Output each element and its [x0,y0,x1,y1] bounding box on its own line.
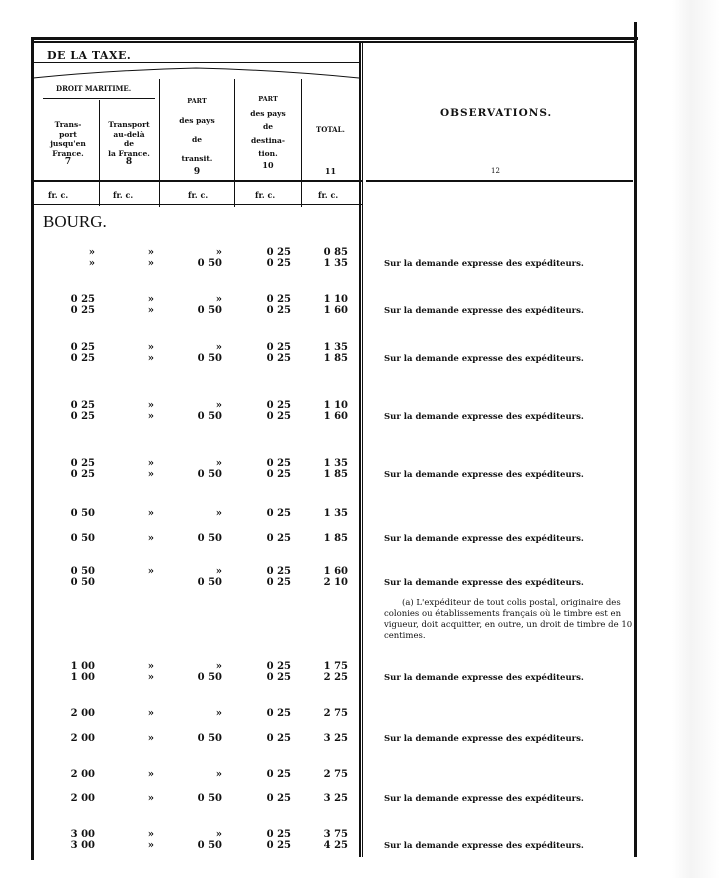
cell-c11: 2 10 [323,577,348,588]
cell-c7: 0 25 [70,458,95,469]
cell-c9: 0 50 [197,258,222,269]
cell-c9: » [215,708,222,719]
cell-c10: 0 25 [266,294,291,305]
cell-c7: 0 25 [70,353,95,364]
cell-c11: 1 60 [323,305,348,316]
cell-c10: 0 25 [266,829,291,840]
cell-c10: 0 25 [266,672,291,683]
taxe-title: DE LA TAXE. [47,49,132,62]
cell-c11: 1 10 [323,400,348,411]
footnote: (a) L'expéditeur de tout colis postal, originaire des colonies ou établissements français où le timbre est en vigueur, doit acquitter, en outre, un droit de timbre de 10 centimes. [384,598,633,641]
cell-c7: 3 00 [70,840,95,851]
cell-c9: 0 50 [197,793,222,804]
cell-c11: 1 35 [323,458,348,469]
observation-text: Sur la demande expresse des expéditeurs. [384,841,584,851]
unit-col7: fr. c. [48,190,69,200]
cell-c8: » [147,294,154,305]
cell-c7: 1 00 [70,672,95,683]
cell-c11: 1 75 [323,661,348,672]
cell-c8: » [147,400,154,411]
cell-c7: 0 25 [70,294,95,305]
cell-c10: 0 25 [266,411,291,422]
observation-text: Sur la demande expresse des expéditeurs. [384,306,584,316]
cell-c9: 0 50 [197,840,222,851]
cell-c10: 0 25 [266,793,291,804]
cell-c11: 1 85 [323,353,348,364]
cell-c8: » [147,458,154,469]
cell-c8: » [147,305,154,316]
cell-c10: 0 25 [266,247,291,258]
cell-c11: 3 25 [323,733,348,744]
observation-text: Sur la demande expresse des expéditeurs. [384,534,584,544]
cell-c7: 0 25 [70,305,95,316]
cell-c9: 0 50 [197,469,222,480]
cell-c9: » [215,400,222,411]
cell-c8: » [147,469,154,480]
cell-c7: 0 50 [70,533,95,544]
cell-c7: 2 00 [70,733,95,744]
cell-c8: » [147,661,154,672]
cell-c10: 0 25 [266,661,291,672]
cell-c7: 0 25 [70,411,95,422]
cell-c11: 1 35 [323,342,348,353]
observation-text: Sur la demande expresse des expéditeurs. [384,734,584,744]
cell-c7: 0 25 [70,469,95,480]
cell-c7: 1 00 [70,661,95,672]
col10-header: PART des pays de destina- tion. 10 [250,95,286,170]
cell-c7: » [88,258,95,269]
cell-c8: » [147,769,154,780]
cell-c11: 2 75 [323,769,348,780]
cell-c11: 1 35 [323,258,348,269]
cell-c10: 0 25 [266,533,291,544]
cell-c7: 2 00 [70,793,95,804]
cell-c10: 0 25 [266,508,291,519]
cell-c7: 0 25 [70,400,95,411]
scan-edge [672,0,720,878]
cell-c9: 0 50 [197,353,222,364]
observation-text: Sur la demande expresse des expéditeurs. [384,470,584,480]
cell-c8: » [147,566,154,577]
cell-c9: 0 50 [197,305,222,316]
cell-c9: » [215,294,222,305]
cell-c9: 0 50 [197,733,222,744]
cell-c7: » [88,247,95,258]
cell-c11: 4 25 [323,840,348,851]
unit-col10: fr. c. [255,190,276,200]
cell-c9: » [215,508,222,519]
observation-text: Sur la demande expresse des expéditeurs. [384,259,584,269]
cell-c10: 0 25 [266,708,291,719]
cell-c10: 0 25 [266,400,291,411]
cell-c8: » [147,829,154,840]
cell-c8: » [147,258,154,269]
cell-c7: 0 25 [70,342,95,353]
cell-c11: 1 35 [323,508,348,519]
cell-c11: 2 25 [323,672,348,683]
cell-c10: 0 25 [266,469,291,480]
cell-c8: » [147,411,154,422]
col12-number: 12 [491,167,500,175]
droit-maritime-label: DROIT MARITIME. [56,84,132,93]
cell-c11: 3 75 [323,829,348,840]
observation-text: Sur la demande expresse des expéditeurs. [384,673,584,683]
cell-c7: 2 00 [70,769,95,780]
cell-c8: » [147,342,154,353]
cell-c11: 1 85 [323,469,348,480]
cell-c10: 0 25 [266,258,291,269]
cell-c8: » [147,247,154,258]
cell-c9: » [215,769,222,780]
cell-c7: 3 00 [70,829,95,840]
observation-text: Sur la demande expresse des expéditeurs. [384,794,584,804]
cell-c9: 0 50 [197,577,222,588]
cell-c9: » [215,458,222,469]
cell-c8: » [147,733,154,744]
cell-c9: » [215,829,222,840]
cell-c7: 0 50 [70,508,95,519]
cell-c11: 0 85 [323,247,348,258]
col7-header: Trans- port jusqu'en France. 7 [50,120,86,167]
section-title: BOURG. [43,212,107,231]
cell-c9: » [215,342,222,353]
cell-c10: 0 25 [266,733,291,744]
observation-text: Sur la demande expresse des expéditeurs. [384,354,584,364]
cell-c7: 0 50 [70,566,95,577]
cell-c8: » [147,793,154,804]
cell-c10: 0 25 [266,342,291,353]
observations-header: OBSERVATIONS. [440,107,553,119]
cell-c10: 0 25 [266,305,291,316]
cell-c11: 1 60 [323,411,348,422]
cell-c10: 0 25 [266,577,291,588]
cell-c10: 0 25 [266,840,291,851]
unit-col8: fr. c. [113,190,134,200]
cell-c9: 0 50 [197,411,222,422]
cell-c11: 1 60 [323,566,348,577]
col11-header: TOTAL. 11 [316,125,345,176]
cell-c11: 3 25 [323,793,348,804]
cell-c11: 1 10 [323,294,348,305]
cell-c8: » [147,533,154,544]
cell-c8: » [147,353,154,364]
cell-c8: » [147,672,154,683]
cell-c10: 0 25 [266,566,291,577]
cell-c10: 0 25 [266,769,291,780]
header-brace [33,62,359,82]
unit-col11: fr. c. [318,190,339,200]
cell-c11: 1 85 [323,533,348,544]
cell-c11: 2 75 [323,708,348,719]
observation-text: Sur la demande expresse des expéditeurs. [384,412,584,422]
cell-c7: 0 50 [70,577,95,588]
cell-c10: 0 25 [266,353,291,364]
cell-c8: » [147,708,154,719]
cell-c8: » [147,508,154,519]
observation-text: Sur la demande expresse des expéditeurs. [384,578,584,588]
cell-c8: » [147,840,154,851]
col9-header: PART des pays de transit. 9 [179,97,215,177]
cell-c10: 0 25 [266,458,291,469]
cell-c9: 0 50 [197,672,222,683]
cell-c9: » [215,661,222,672]
col8-header: Transport au-delà de la France. 8 [108,120,150,167]
cell-c9: » [215,566,222,577]
cell-c9: » [215,247,222,258]
cell-c9: 0 50 [197,533,222,544]
unit-col9: fr. c. [188,190,209,200]
cell-c7: 2 00 [70,708,95,719]
